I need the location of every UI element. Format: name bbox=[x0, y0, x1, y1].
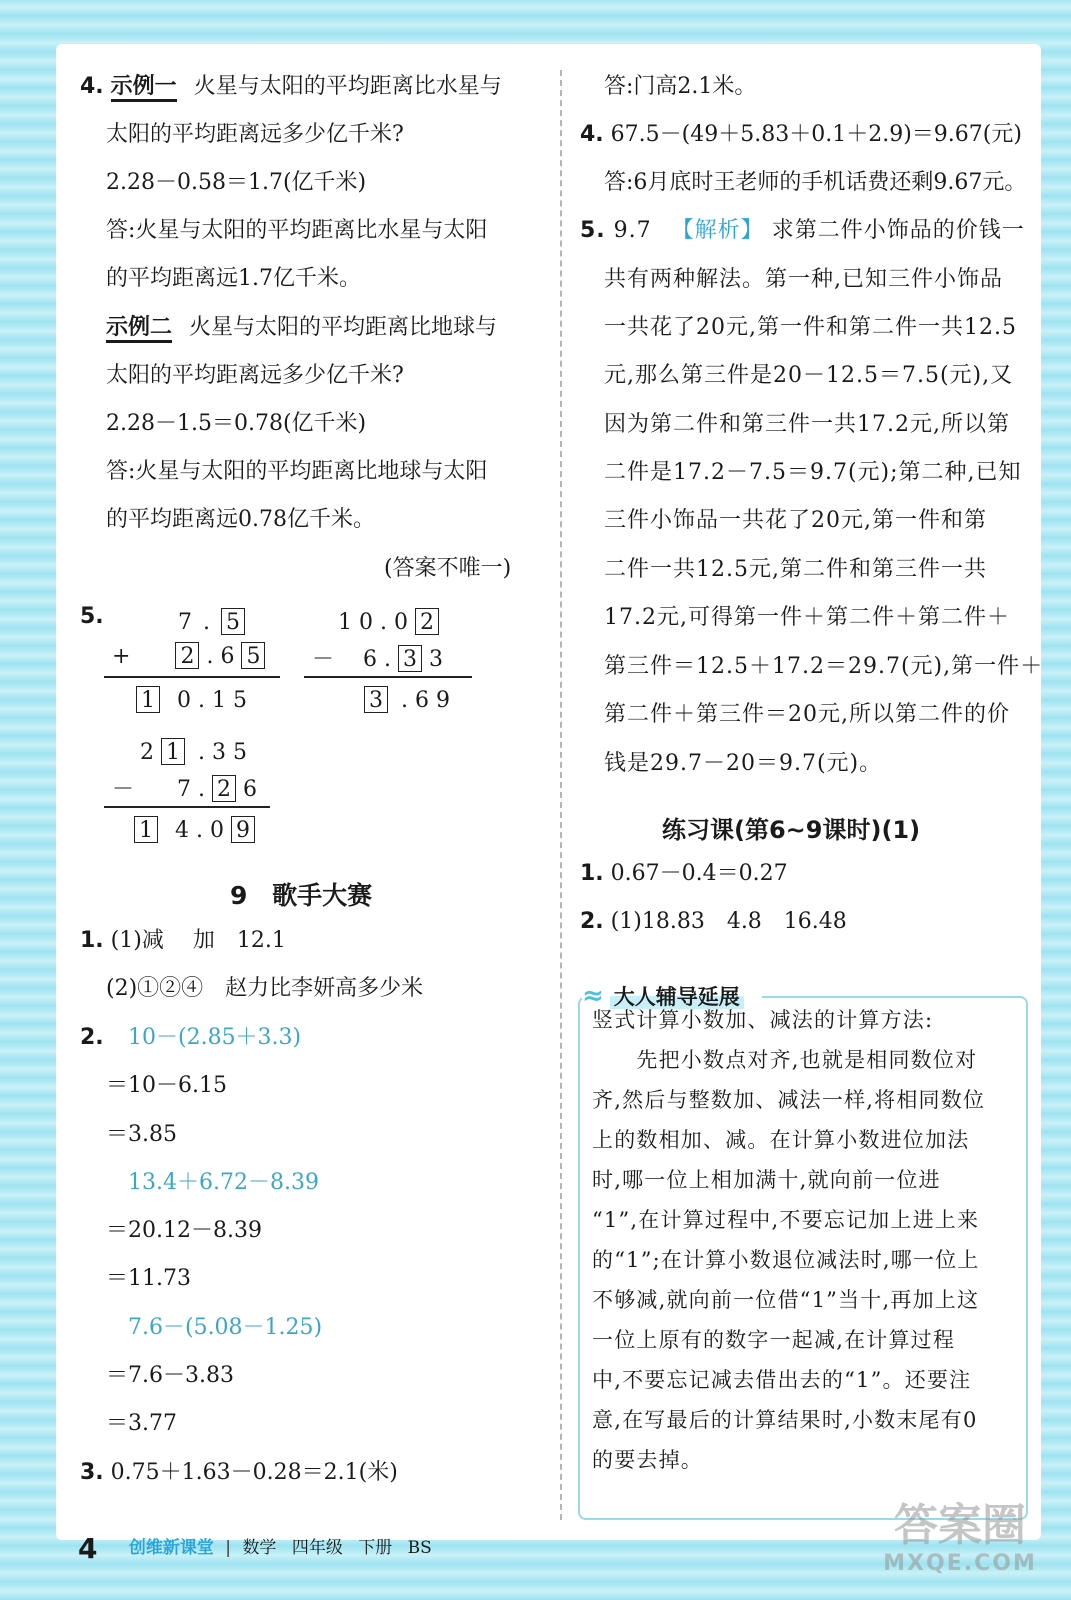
digits: 6 . bbox=[363, 647, 391, 672]
grade: 四年级 bbox=[291, 1538, 343, 1558]
brand-name: 创维新课堂 bbox=[128, 1538, 214, 1558]
answer-box: 1 bbox=[161, 738, 185, 765]
digit: . bbox=[203, 610, 210, 635]
answer-text: (1)减 加 12.1 bbox=[110, 928, 286, 953]
parent-guide-line: 时,哪一位上相加满十,就向前一位进 bbox=[592, 1168, 941, 1192]
r-q5-line: 共有两种解法。第一种,已知三件小饰品 bbox=[604, 267, 1003, 292]
r-q5-line: 一共花了20元,第一件和第二件一共12.5 bbox=[604, 315, 1017, 340]
digit: 3 bbox=[429, 647, 443, 672]
answer-text: 0.67－0.4＝0.27 bbox=[610, 861, 788, 886]
section-title bbox=[230, 876, 372, 912]
example-text: 火星与太阳的平均距离比水星与 bbox=[193, 74, 502, 99]
question-number: 2. bbox=[580, 909, 604, 934]
parent-guide-label: 大人辅导延展 bbox=[610, 985, 744, 1009]
parent-guide-line: 齐,然后与整数加、减法一样,将相同数位 bbox=[592, 1088, 986, 1112]
answer-box: 2 bbox=[415, 608, 439, 635]
sec9-q2-line: ＝11.73 bbox=[106, 1266, 191, 1291]
r-q5-line: 二件是17.2－7.5＝9.7(元);第二种,已知 bbox=[604, 460, 1022, 485]
r-q5-line1 bbox=[580, 216, 1025, 246]
page-number: 4 bbox=[78, 1532, 98, 1565]
digits: . 3 5 bbox=[198, 740, 247, 765]
answer-box: 3 bbox=[364, 686, 388, 713]
q4-example2-answer-line1: 答:火星与太阳的平均距离比地球与太阳 bbox=[106, 459, 488, 484]
answer-text: 0.75＋1.63－0.28＝2.1(米) bbox=[110, 1460, 398, 1485]
q4-example2-answer-line2: 的平均距离远0.78亿千米。 bbox=[106, 507, 375, 532]
digit: 6 bbox=[220, 644, 235, 669]
r-q5-line: 二件一共12.5元,第二件和第三件一共 bbox=[604, 557, 987, 582]
sec9-q2-line: ＝3.77 bbox=[106, 1411, 177, 1436]
parent-guide-line: 上的数相加、减。在计算小数进位加法 bbox=[592, 1128, 970, 1152]
sec9-q2-line: ＝3.85 bbox=[106, 1122, 177, 1147]
example-tag: 示例一 bbox=[111, 74, 177, 102]
question-number: 3. bbox=[80, 1460, 104, 1485]
calc-rule bbox=[104, 676, 280, 678]
r-q5-line: 第三件＝12.5＋17.2＝29.7(元),第一件＋ bbox=[604, 654, 1044, 679]
question-number: 1. bbox=[80, 928, 104, 953]
digit: 7 bbox=[178, 610, 192, 635]
answer-box: 1 bbox=[136, 686, 160, 713]
q4-example2-question-line1 bbox=[106, 313, 497, 343]
sec9-q2-line: 10－(2.85＋3.3) bbox=[128, 1025, 302, 1050]
parent-guide-line: “1”,在计算过程中,不要忘记加上进上来 bbox=[592, 1208, 980, 1232]
operator: － bbox=[312, 647, 335, 672]
parent-guide-line: 的要去掉。 bbox=[592, 1448, 703, 1472]
edition: BS bbox=[407, 1538, 432, 1558]
section-number: 9 bbox=[230, 881, 248, 910]
q4-example2-calc: 2.28－1.5＝0.78(亿千米) bbox=[106, 411, 367, 436]
parent-guide-line: 一位上原有的数字一起减,在计算过程 bbox=[592, 1328, 956, 1352]
answer-text: 67.5－(49＋5.83＋0.1＋2.9)＝9.67(元) bbox=[610, 122, 1022, 147]
r-q4-answer: 答:6月底时王老师的手机话费还剩9.67元。 bbox=[604, 170, 1027, 195]
digit: 2 bbox=[140, 740, 154, 765]
sec9-q2-line: ＝20.12－8.39 bbox=[106, 1218, 262, 1243]
question-number: 1. bbox=[580, 861, 604, 886]
answer-text: (1)18.83 4.8 16.48 bbox=[610, 909, 847, 934]
r-q5-line: 三件小饰品一共花了20元,第一件和第 bbox=[604, 508, 987, 533]
section-name: 歌手大赛 bbox=[272, 881, 373, 910]
calc-rule bbox=[104, 806, 270, 808]
digit: 6 bbox=[243, 777, 257, 802]
practice-q1 bbox=[580, 859, 788, 889]
door-height-answer: 答:门高2.1米。 bbox=[604, 74, 757, 99]
parent-guide-line: 意,在写最后的计算结果时,小数末尾有0 bbox=[592, 1408, 978, 1432]
parent-guide-line: 不够减,就向前一位借“1”当十,再加上这 bbox=[592, 1288, 980, 1312]
answer-box: 9 bbox=[231, 816, 255, 843]
r-q5-line: 第二件＋第三件＝20元,所以第二件的价 bbox=[604, 702, 1010, 727]
sec9-q2-line: ＝7.6－3.83 bbox=[106, 1363, 234, 1388]
q4-example2-question-line2: 太阳的平均距离远多少亿千米? bbox=[106, 363, 404, 388]
r-q5-line: 因为第二件和第三件一共17.2元,所以第 bbox=[604, 412, 1010, 437]
sec9-q2-line: 7.6－(5.08－1.25) bbox=[128, 1315, 323, 1340]
digits: . 6 9 bbox=[401, 688, 450, 713]
wave-icon: ≈ bbox=[582, 981, 604, 1011]
digits: 7 . bbox=[177, 777, 205, 802]
column-divider bbox=[560, 70, 562, 1520]
calc-rule bbox=[304, 676, 472, 678]
question-number: 4. bbox=[580, 122, 604, 147]
answer-box: 2 bbox=[212, 775, 236, 802]
sec9-q1-line2: (2)①②④ 赵力比李妍高多少米 bbox=[106, 976, 424, 1001]
answer-box: 3 bbox=[398, 645, 422, 672]
q4-example1-calc: 2.28－0.58＝1.7(亿千米) bbox=[106, 170, 367, 195]
section-title: 练习课(第6~9课时)(1) bbox=[662, 816, 921, 844]
parent-guide-line: 竖式计算小数加、减法的计算方法: bbox=[592, 1008, 934, 1032]
sec9-q2-line: 13.4＋6.72－8.39 bbox=[128, 1170, 319, 1195]
parent-guide-line: 先把小数点对齐,也就是相同数位对 bbox=[592, 1048, 978, 1072]
page-footer bbox=[78, 1532, 432, 1565]
r-q5-line: 钱是29.7－20＝9.7(元)。 bbox=[604, 751, 883, 776]
analysis-tag: 【解析】 bbox=[671, 218, 764, 243]
digits: 1 0 . 0 bbox=[338, 610, 408, 635]
digits: 0 . 1 5 bbox=[177, 688, 247, 713]
subject: 数学 bbox=[242, 1538, 277, 1558]
r-q5-line: 元,那么第三件是20－12.5＝7.5(元),又 bbox=[604, 363, 1014, 388]
sec9-q3 bbox=[80, 1458, 398, 1488]
analysis-text: 求第二件小饰品的价钱一 bbox=[771, 218, 1025, 243]
r-q5-line: 17.2元,可得第一件＋第二件＋第二件＋ bbox=[604, 605, 1010, 630]
q4-example1-answer-line1: 答:火星与太阳的平均距离比水星与太阳 bbox=[106, 218, 488, 243]
operator: － bbox=[112, 777, 135, 802]
sec9-q1-line1 bbox=[80, 926, 286, 956]
q4-example1-question-line2: 太阳的平均距离远多少亿千米? bbox=[106, 122, 404, 147]
example-text: 火星与太阳的平均距离比地球与 bbox=[189, 315, 498, 340]
answer-value: 9.7 bbox=[613, 218, 652, 243]
operator: + bbox=[112, 644, 131, 669]
parent-guide-line: 中,不要忘记减去借出去的“1”。还要注 bbox=[592, 1368, 972, 1392]
question-number: 4. bbox=[80, 74, 104, 99]
example-tag: 示例二 bbox=[106, 315, 172, 343]
separator: | bbox=[225, 1538, 232, 1558]
q4-example1-question-line1 bbox=[80, 72, 502, 102]
answer-not-unique-note: (答案不唯一) bbox=[384, 556, 512, 581]
answer-box: 2 bbox=[175, 642, 199, 669]
r-q4-calc bbox=[580, 120, 1022, 150]
question-number: 5. bbox=[80, 604, 104, 629]
answer-box: 5 bbox=[221, 608, 245, 635]
watermark-url: MXQE.COM bbox=[883, 1551, 1037, 1576]
digits: 4 . 0 bbox=[175, 818, 224, 843]
practice-q2 bbox=[580, 907, 847, 937]
digit: . bbox=[206, 644, 214, 669]
sec9-q2-line: ＝10－6.15 bbox=[106, 1073, 227, 1098]
parent-guide-line: 的“1”;在计算小数退位减法时,哪一位上 bbox=[592, 1248, 980, 1272]
watermark-text: 答案圈 bbox=[894, 1500, 1026, 1551]
question-number: 2. bbox=[80, 1025, 104, 1050]
watermark-logo bbox=[870, 1500, 1050, 1590]
q4-example1-answer-line2: 的平均距离远1.7亿千米。 bbox=[106, 266, 361, 291]
question-number: 5. bbox=[580, 218, 606, 243]
answer-box: 1 bbox=[134, 816, 158, 843]
answer-box: 5 bbox=[241, 642, 265, 669]
volume: 下册 bbox=[358, 1538, 393, 1558]
